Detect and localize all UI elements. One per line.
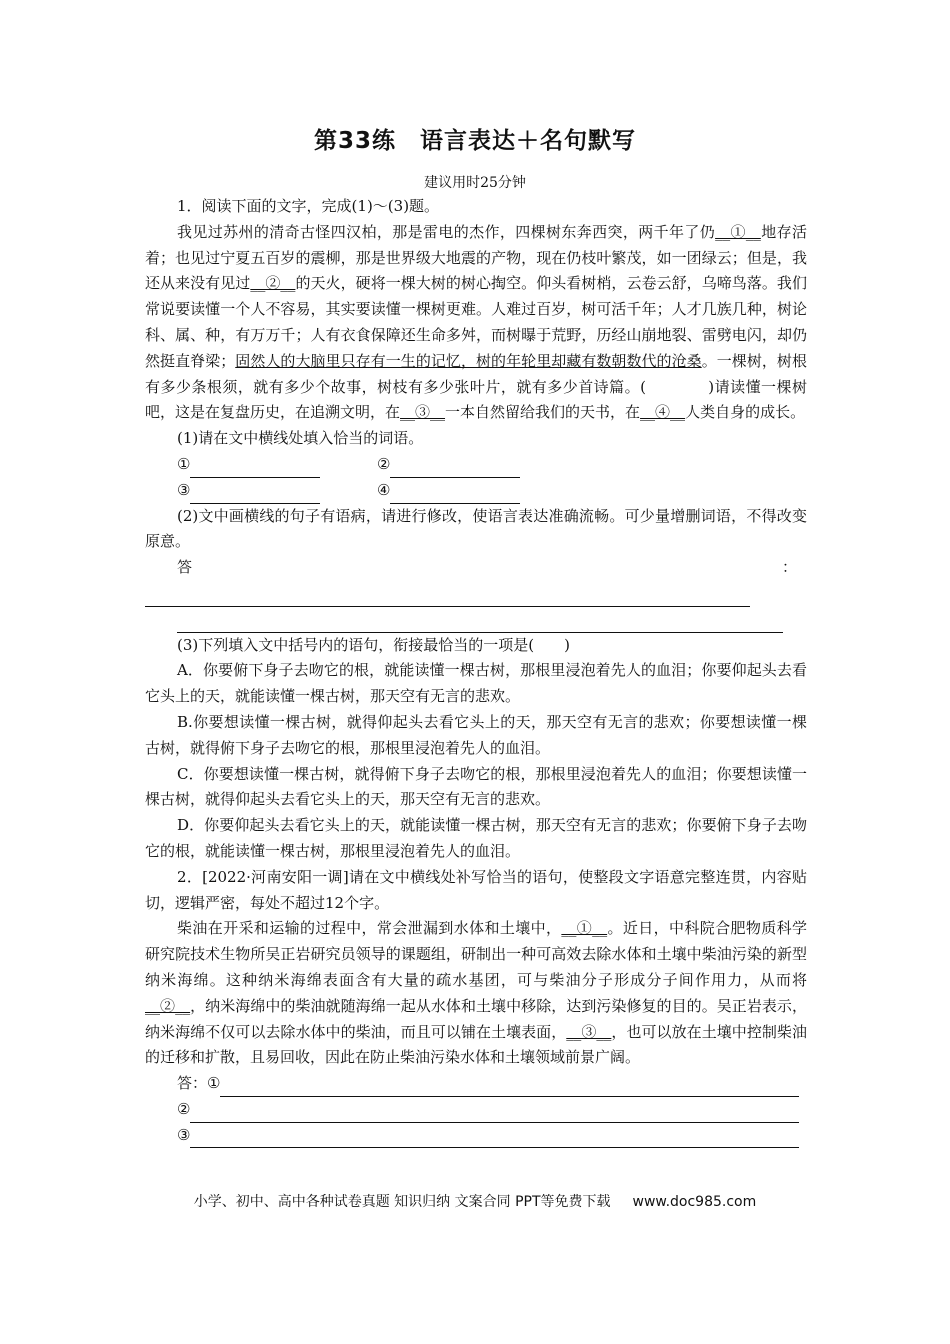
q2-passage-text: 。近日，中科院合肥物质科学研究院技术生物所吴正岩研究员领导的课题组，研制出一种可高效去除水体和土壤中柴油污染的新型纳米海绵。这种纳米海绵表面含有大量的疏水基团，可与柴油分子形成分子间作用力，从而将 [145,919,807,989]
q2-answer-row-3 [145,1123,807,1149]
q1-blank-4[interactable]: __④__ [640,403,686,422]
q1-sub3-prompt: (3)下列填入文中括号内的语句，衔接最恰当的一项是( ) [177,635,570,654]
answer-label: 答： [177,1074,208,1093]
q2-stem: 2．[2022·河南安阳一调]请在文中横线处补写恰当的语句，使整段文字语意完整连贯，内容贴切，逻辑严密，每处不超过12个字。 [145,867,807,912]
answer-line-3[interactable] [190,487,320,504]
q1-passage-text: 一本自然留给我们的天书，在 [445,403,641,422]
q1-underlined-sentence: 固然人的大脑里只存有一生的记忆，树的年轮里却藏有数朝数代的沧桑 [235,351,702,370]
suggested-time: 建议用时25分钟 [424,175,526,191]
q1-sub2-answer-head [145,555,807,581]
option-a[interactable]: A．你要俯下身子去吻它的根，就能读懂一棵古树，那根里浸泡着先人的血泪；你要仰起头去看它头上的天，就能读懂一棵古树，那天空有无言的悲欢。 [145,661,807,706]
answer-number: ② [177,1099,191,1118]
answer-label: ② [377,454,391,473]
q2-passage-text: ，也可以放在土壤中控制柴油的迁移和扩散，且易回收，因此在防止柴油污染水体和土壤领域前景广阔。 [145,1022,807,1067]
answer-line-1[interactable] [220,1078,799,1097]
q1-blank-2[interactable]: __②__ [250,274,296,293]
q1-passage [145,220,807,426]
q1-stem: 1．阅读下面的文字，完成(1)～(3)题。 [177,197,440,215]
option-c[interactable]: C．你要想读懂一棵古树，就得俯下身子去吻它的根，那根里浸泡着先人的血泪；你要想读懂一棵古树，就得仰起头去看它头上的天，那天空有无言的悲欢。 [145,764,807,809]
q1-passage-text: 。一棵树，树根有多少条根须，就有多少个故事，树枝有多少张叶片，就有多少首诗篇。( )请读懂一棵树吧，这是在复盘历史，在追溯文明，在 [145,351,807,422]
q1-passage-text: 的天火，硬将一棵大树的树心掏空。仰头看树梢，云卷云舒，乌啼鸟落。我们常说要读懂一个人不容易，其实要读懂一棵树更难。人难过百岁，树可活千年；人才几族几种，树论科、属、种，有万万千；人有衣食保障还生命多舛，而树曝于荒野，历经山崩地裂、雷劈电闪，却仍然挺直脊梁； [145,274,807,370]
q1-sub1-answer-row [145,452,807,478]
answer-number: ① [207,1074,221,1093]
q2-blank-1[interactable]: __①__ [561,919,608,938]
answer-label: ① [177,454,191,473]
q2-answer-row-2 [145,1097,807,1123]
option-d[interactable]: D．你要仰起头去看它头上的天，就能读懂一棵古树，那天空有无言的悲欢；你要俯下身子去吻它的根，就能读懂一棵古树，那根里浸泡着先人的血泪。 [145,816,807,860]
answer-line[interactable] [145,581,750,607]
footer-text: 小学、初中、高中各种试卷真题 知识归纳 文案合同 PPT等免费下载 [193,1194,611,1210]
footer-site-link[interactable]: www.doc985.com [632,1194,757,1210]
q2-answer-row-1 [145,1071,807,1097]
q1-passage-text: 我见过苏州的清奇古怪四汉柏，那是雷电的杰作，四棵树东奔西突，两千年了仍 [177,222,716,241]
q1-sub1-prompt: (1)请在文中横线处填入恰当的词语。 [177,429,424,448]
page-title: 第33练 语言表达＋名句默写 [313,128,636,154]
q1-blank-3[interactable]: __③__ [400,403,446,422]
q1-passage-text: 地存活着；也见过宁夏五百岁的震柳，那是世界级大地震的产物，现在仍枝叶繁茂，如一团绿云；但是，我还从来没有见过 [145,222,807,293]
q1-sub1-answer-row [145,478,807,504]
option-b[interactable]: B.你要想读懂一棵古树，就得仰起头去看它头上的天，那天空有无言的悲欢；你要想读懂一棵古树，就得俯下身子去吻它的根，那根里浸泡着先人的血泪。 [145,712,807,757]
q2-passage [145,916,807,1071]
answer-line[interactable] [177,607,783,633]
answer-label: ③ [177,480,191,499]
answer-colon: ： [781,558,797,577]
answer-line-4[interactable] [390,487,520,504]
q2-blank-2[interactable]: __②__ [145,996,191,1015]
footer [0,1191,950,1211]
q1-passage-text: 人类自身的成长。 [685,403,806,422]
answer-label: 答 [177,558,193,577]
q2-passage-text: 柴油在开采和运输的过程中，常会泄漏到水体和土壤中， [177,919,562,938]
answer-line-1[interactable] [190,461,320,478]
q2-blank-3[interactable]: __③__ [566,1022,612,1041]
answer-line-3[interactable] [190,1129,799,1148]
q1-sub2-prompt: (2)文中画横线的句子有语病，请进行修改，使语言表达准确流畅。可少量增删词语，不得改变原意。 [145,506,807,551]
answer-line-2[interactable] [390,461,520,478]
answer-label: ④ [377,480,391,499]
answer-number: ③ [177,1125,191,1144]
answer-line-2[interactable] [190,1104,799,1123]
q1-blank-1[interactable]: __①__ [715,222,761,241]
content [145,194,807,1148]
q2-passage-text: ，纳米海绵中的柴油就随海绵一起从水体和土壤中移除，达到污染修复的目的。吴正岩表示，纳米海绵不仅可以去除水体中的柴油，而且可以铺在土壤表面， [145,996,807,1041]
